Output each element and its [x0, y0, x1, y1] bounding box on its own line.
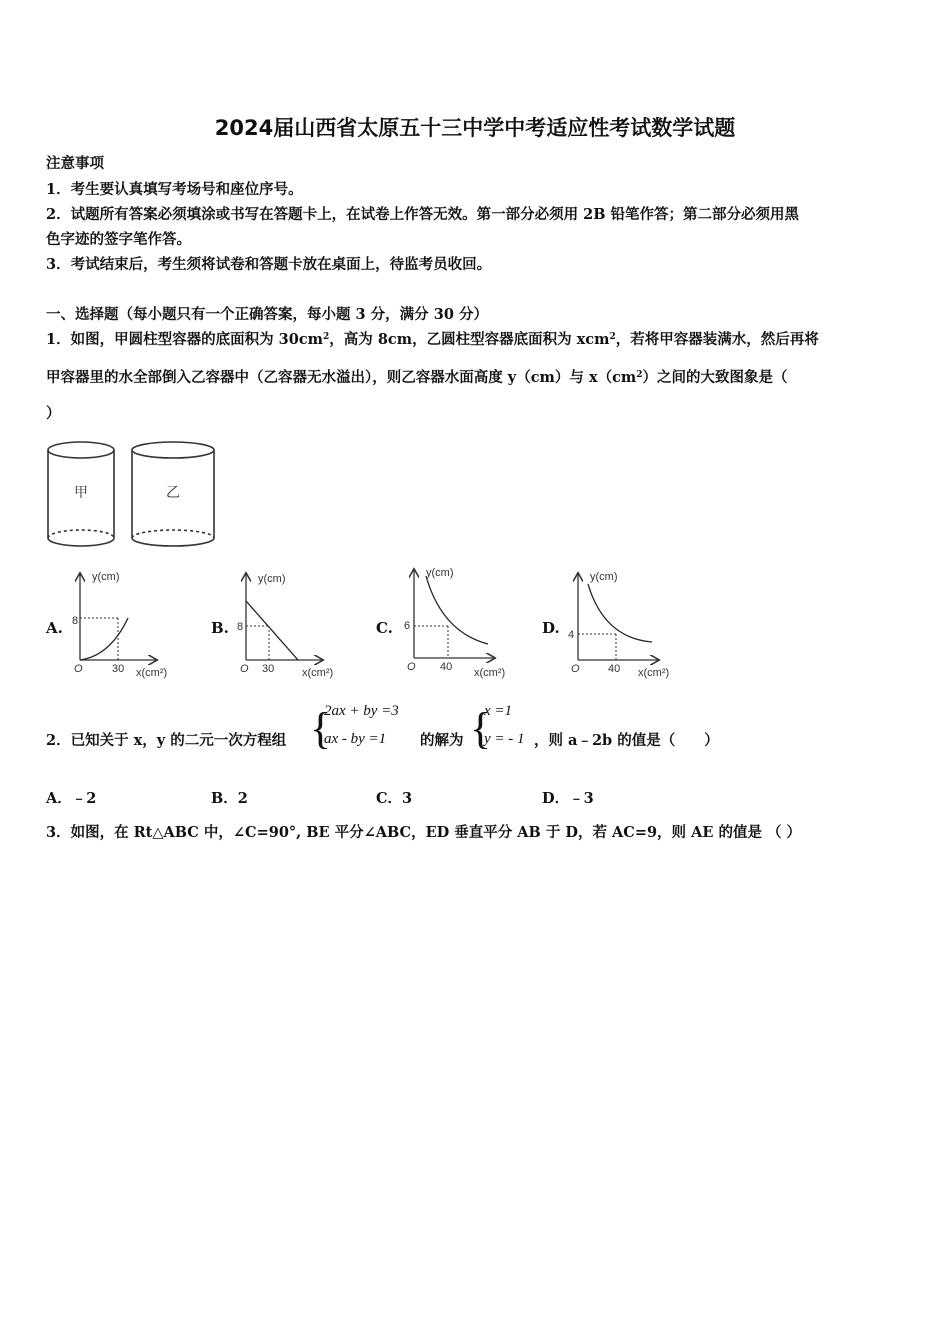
curve — [426, 576, 488, 644]
question-3: 3．如图，在 Rt△ABC 中，∠C=90°, BE 平分∠ABC，ED 垂直平分 AB 于 D，若 AC=9，则 AE 的值是 （ ） — [46, 824, 802, 841]
cylinder-yi-label: 乙 — [166, 484, 180, 500]
notice-item-1: 1．考生要认真填写考场号和座位序号。 — [46, 181, 303, 198]
equation-1: 2ax + by =3 — [324, 703, 399, 719]
line — [246, 601, 298, 660]
x-axis-label: x(cm²) — [638, 667, 670, 679]
y-axis-label: y(cm) — [426, 567, 454, 579]
q1-option-d-graph — [566, 566, 684, 684]
solution-1: x =1 — [484, 703, 513, 719]
question-2-mid: 的解为 — [420, 732, 464, 749]
origin-label: O — [74, 663, 83, 675]
x-axis-label: x(cm²) — [136, 667, 168, 679]
brace-2: { — [470, 704, 492, 753]
notice-item-2: 2．试题所有答案必须填涂或书写在答题卡上，在试卷上作答无效。第一部分必须用 2B 铅笔作答；第二部分必须用黑 — [46, 206, 800, 223]
q1-option-a-graph — [70, 566, 182, 684]
y-axis-label: y(cm) — [92, 571, 120, 583]
q2-option-c[interactable]: C．3 — [376, 790, 413, 807]
curve — [80, 618, 128, 660]
question-1-line-2: 甲容器里的水全部倒入乙容器中（乙容器无水溢出），则乙容器水面高度 y（cm）与 $x(cm^2)$之间的大致图象是（ — [46, 369, 788, 386]
x-axis-label: x(cm²) — [474, 667, 506, 679]
q1-option-c-label[interactable]: C. — [376, 619, 393, 637]
y-tick: 6 — [404, 620, 411, 632]
cylinders-figure — [44, 438, 219, 554]
notice-item-3: 3．考试结束后，考生须将试卷和答题卡放在桌面上，待监考员收回。 — [46, 256, 492, 273]
y-tick: 4 — [568, 629, 575, 641]
question-1-line-3: ） — [46, 405, 61, 422]
equation-2: ax - by =1 — [324, 731, 387, 747]
y-axis-label: y(cm) — [590, 571, 618, 583]
brace-1: { — [310, 704, 332, 753]
x-tick: 40 — [608, 663, 621, 675]
q2-option-b[interactable]: B．2 — [211, 790, 248, 807]
question-2-lead: 2．已知关于 x，y 的二元一次方程组 — [46, 732, 287, 749]
q1-option-b-graph — [236, 566, 348, 684]
x-tick: 30 — [112, 663, 125, 675]
notice-heading: 注意事项 — [46, 155, 104, 172]
page-title: 2024届山西省太原五十三中学中考适应性考试数学试题 — [214, 116, 736, 140]
origin-label: O — [407, 661, 416, 673]
x-axis-label: x(cm²) — [302, 667, 334, 679]
question-1-line-1: 1．如图，甲圆柱型容器的底面积为 $30cm^2$，高为 8cm，乙圆柱型容器底面积为 xcm$^2$，若将甲容器装满水，然后再将 — [46, 331, 819, 348]
cylinder-jia-label: 甲 — [74, 484, 88, 500]
q2-option-d[interactable]: D．﹣3 — [542, 790, 594, 807]
section-heading: 一、选择题（每小题只有一个正确答案，每小题 3 分，满分 30 分） — [46, 306, 488, 323]
q1-option-d-label[interactable]: D. — [542, 619, 560, 637]
curve — [588, 584, 652, 642]
y-tick: 8 — [237, 621, 244, 633]
notice-item-2-cont: 色字迹的签字笔作答。 — [46, 231, 191, 248]
y-tick: 8 — [72, 615, 79, 627]
question-2-tail: ，则 a﹣2b 的值是（ ） — [534, 732, 719, 749]
q2-option-a[interactable]: A．﹣2 — [46, 790, 97, 807]
q1-option-b-label[interactable]: B. — [211, 619, 229, 637]
solution-2: y = - 1 — [484, 731, 525, 747]
y-axis-label: y(cm) — [258, 573, 286, 585]
x-tick: 40 — [440, 661, 453, 673]
origin-label: O — [240, 663, 249, 675]
x-tick: 30 — [262, 663, 275, 675]
origin-label: O — [571, 663, 580, 675]
q1-option-c-graph — [402, 562, 520, 684]
q1-option-a-label[interactable]: A. — [46, 619, 63, 637]
